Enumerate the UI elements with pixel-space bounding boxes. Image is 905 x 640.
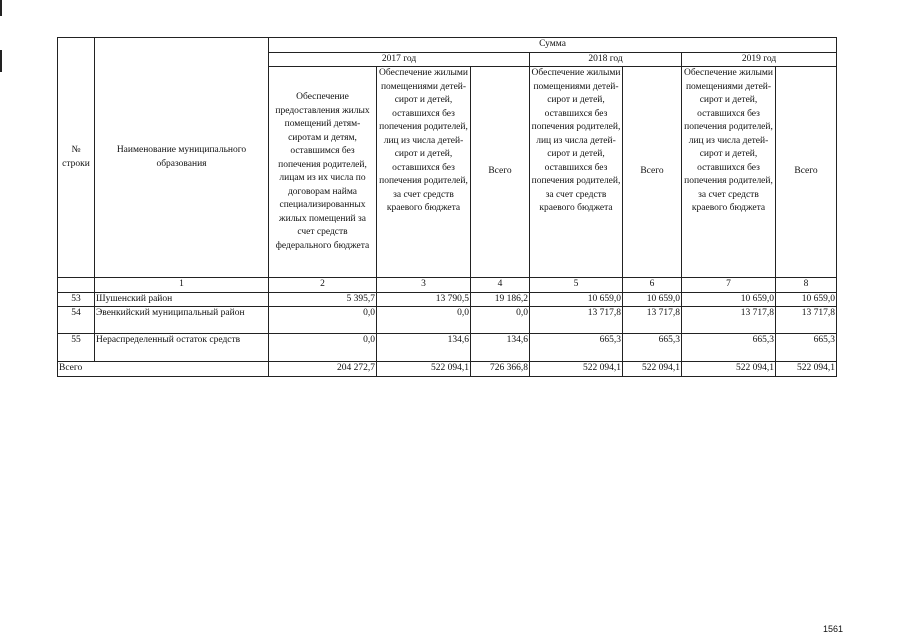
header-sum: Сумма — [269, 38, 837, 53]
total-value: 522 094,1 — [377, 362, 471, 377]
value-cell: 665,3 — [623, 334, 682, 362]
header-2019-total: Всего — [776, 67, 837, 278]
column-number-cell: 8 — [776, 278, 837, 293]
total-value: 522 094,1 — [682, 362, 776, 377]
value-cell: 5 395,7 — [269, 292, 377, 307]
header-row-no: № строки — [58, 38, 95, 278]
header-year-2017: 2017 год — [269, 52, 530, 67]
header-2017-federal: Обеспечение предоставления жилых помещений детям-сиротам и детям, оставшимся без попечения родителей, лицам из их числа по договорам найма специализированных жилых помещений за счет средств федерального бюджета — [269, 67, 377, 278]
header-2017-total: Всего — [471, 67, 530, 278]
total-value: 204 272,7 — [269, 362, 377, 377]
table-row — [58, 292, 837, 307]
budget-table — [57, 37, 837, 377]
header-year-2018: 2018 год — [530, 52, 682, 67]
total-value: 522 094,1 — [776, 362, 837, 377]
value-cell: 10 659,0 — [682, 292, 776, 307]
column-number-cell: 2 — [269, 278, 377, 293]
value-cell: 665,3 — [530, 334, 623, 362]
column-number-cell: 3 — [377, 278, 471, 293]
total-value: 726 366,8 — [471, 362, 530, 377]
header-2018-regional: Обеспечение жилыми помещениями детей-сирот и детей, оставшихся без попечения родителей, лиц из числа детей-сирот и детей, оставшихся без попечения родителей, за счет средств краевого бюджета — [530, 67, 623, 278]
municipality-name: Шушенский район — [95, 292, 269, 307]
row-number: 53 — [58, 292, 95, 307]
value-cell: 13 717,8 — [530, 307, 623, 334]
column-number-row — [58, 278, 837, 293]
row-number: 55 — [58, 334, 95, 362]
header-row-sum — [58, 38, 837, 53]
value-cell: 19 186,2 — [471, 292, 530, 307]
total-value: 522 094,1 — [530, 362, 623, 377]
header-municipality: Наименование муниципального образования — [95, 38, 269, 278]
value-cell: 10 659,0 — [623, 292, 682, 307]
column-number-cell: 5 — [530, 278, 623, 293]
value-cell: 13 717,8 — [776, 307, 837, 334]
municipality-name: Нераспределенный остаток средств — [95, 334, 269, 362]
municipality-name: Эвенкийский муниципальный район — [95, 307, 269, 334]
value-cell: 10 659,0 — [776, 292, 837, 307]
value-cell: 134,6 — [377, 334, 471, 362]
value-cell: 0,0 — [269, 334, 377, 362]
value-cell: 134,6 — [471, 334, 530, 362]
table-row — [58, 307, 837, 334]
scan-margin-mark — [0, 50, 2, 72]
header-year-2019: 2019 год — [682, 52, 837, 67]
value-cell: 13 790,5 — [377, 292, 471, 307]
total-row — [58, 362, 837, 377]
value-cell: 0,0 — [471, 307, 530, 334]
total-value: 522 094,1 — [623, 362, 682, 377]
value-cell: 13 717,8 — [682, 307, 776, 334]
row-number: 54 — [58, 307, 95, 334]
value-cell: 10 659,0 — [530, 292, 623, 307]
table-row — [58, 334, 837, 362]
column-number-cell: 1 — [95, 278, 269, 293]
header-2018-total: Всего — [623, 67, 682, 278]
column-number-cell: 7 — [682, 278, 776, 293]
column-number-cell: 6 — [623, 278, 682, 293]
header-2019-regional: Обеспечение жилыми помещениями детей-сирот и детей, оставшихся без попечения родителей, лиц из числа детей-сирот и детей, оставшихся без попечения родителей, за счет средств краевого бюджета — [682, 67, 776, 278]
page-number: 1561 — [823, 624, 844, 634]
value-cell: 0,0 — [269, 307, 377, 334]
column-number-cell: 4 — [471, 278, 530, 293]
header-2017-regional: Обеспечение жилыми помещениями детей-сирот и детей, оставшихся без попечения родителей, лиц из числа детей-сирот и детей, оставшихся без попечения родителей, за счет средств краевого бюджета — [377, 67, 471, 278]
total-label: Всего — [58, 362, 269, 377]
value-cell: 665,3 — [776, 334, 837, 362]
column-number-cell — [58, 278, 95, 293]
scan-margin-mark — [0, 0, 2, 16]
value-cell: 13 717,8 — [623, 307, 682, 334]
value-cell: 0,0 — [377, 307, 471, 334]
value-cell: 665,3 — [682, 334, 776, 362]
